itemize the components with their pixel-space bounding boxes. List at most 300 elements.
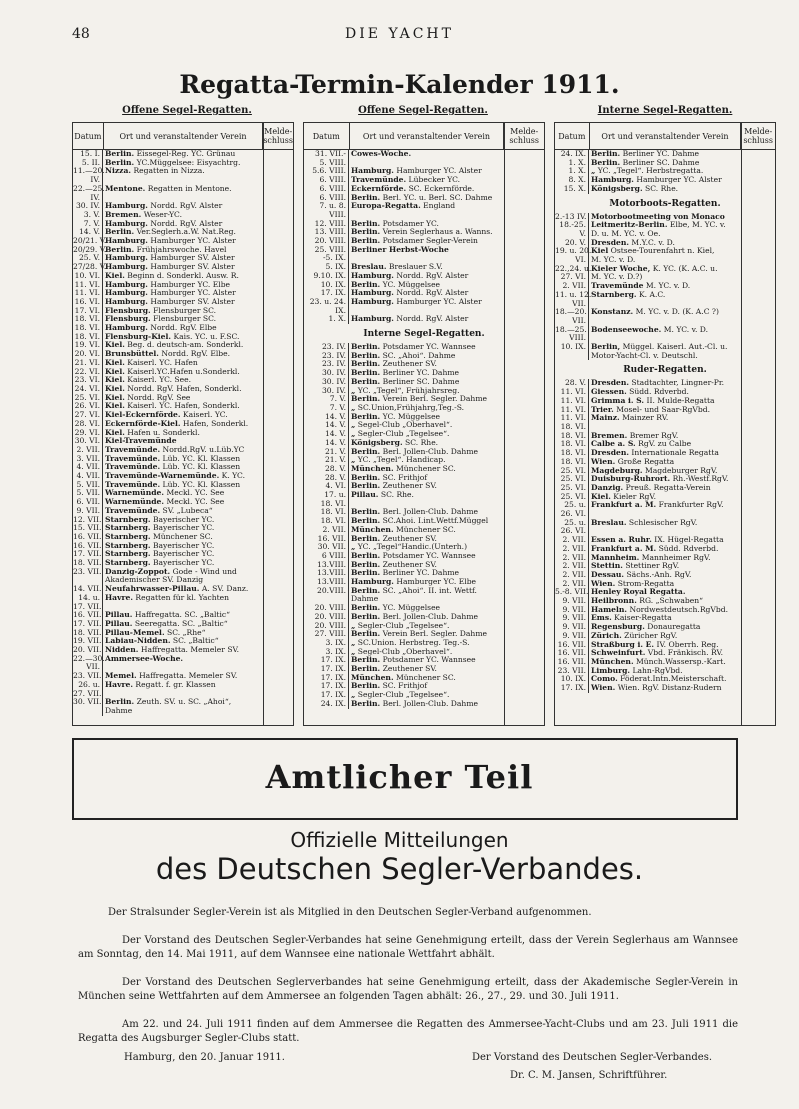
row-club: Südd. Rdverbd. bbox=[629, 388, 689, 397]
row-place: Flensburg. bbox=[105, 306, 151, 315]
table-row bbox=[73, 463, 293, 472]
row-event bbox=[349, 185, 544, 194]
row-place: Berlin. bbox=[351, 482, 381, 491]
row-place: Travemünde. bbox=[105, 480, 161, 489]
row-event bbox=[589, 308, 775, 317]
table-row bbox=[304, 517, 544, 526]
table-row bbox=[555, 334, 775, 343]
row-place: Memel. bbox=[105, 672, 137, 681]
row-club: Föderat.Intn.Meisterschaft. bbox=[620, 675, 727, 684]
row-date: 17. IX. bbox=[304, 682, 349, 691]
table-row bbox=[73, 324, 293, 333]
table-row bbox=[555, 221, 775, 230]
row-club: Hamburger YC. Elbe bbox=[150, 280, 231, 289]
rows-col3-c bbox=[555, 379, 775, 692]
row-club: Berl. Jollen-Club. Dahme bbox=[382, 699, 479, 708]
row-place: Limburg. bbox=[591, 666, 631, 675]
row-event bbox=[589, 343, 775, 352]
table-row bbox=[73, 690, 293, 699]
row-date: VII. bbox=[555, 317, 589, 326]
row-date: VI. bbox=[555, 256, 589, 265]
row-date: 24. IX. bbox=[304, 700, 349, 709]
table-row bbox=[555, 265, 775, 274]
row-event bbox=[103, 341, 293, 350]
table-row bbox=[73, 637, 293, 646]
row-place: „ bbox=[351, 430, 356, 439]
row-date: 5. VII. bbox=[73, 481, 103, 490]
row-place: „ bbox=[351, 638, 356, 647]
row-club: YC. „Tegel“. Handicap. bbox=[357, 456, 446, 465]
row-place: Berlin. bbox=[351, 699, 381, 708]
row-date: IV. bbox=[73, 194, 103, 203]
row-event bbox=[103, 420, 293, 429]
row-club: Potsdamer YC. Wannsee bbox=[382, 551, 476, 560]
row-event bbox=[103, 394, 293, 403]
row-place: Warnemünde. bbox=[105, 489, 165, 498]
row-date: 3. V. bbox=[73, 211, 103, 220]
table-row bbox=[304, 535, 544, 544]
row-place: Danzig. bbox=[591, 483, 624, 492]
row-place: Berlin. bbox=[105, 698, 135, 707]
row-place: Frankfurt a. M. bbox=[591, 501, 657, 510]
table-row bbox=[73, 498, 293, 507]
row-club: Nordd. RgV. Alster bbox=[150, 219, 223, 228]
row-club: Kaiserl. YC. See. bbox=[127, 376, 192, 385]
row-club: Nordd. RgV. Alster bbox=[396, 315, 469, 324]
row-date: 23. IV. bbox=[304, 360, 349, 369]
row-event bbox=[589, 658, 775, 667]
table-row bbox=[304, 630, 544, 639]
row-club: Münchener SC. bbox=[396, 673, 456, 682]
row-event bbox=[349, 307, 544, 316]
row-place: „ bbox=[351, 621, 356, 630]
row-date: 14. VII. bbox=[73, 585, 102, 594]
col3-subtitle: Interne Segel-Regatten. bbox=[597, 105, 733, 116]
row-event bbox=[589, 675, 775, 684]
table-row bbox=[304, 700, 544, 709]
row-event bbox=[103, 507, 293, 516]
row-place: Starnberg. bbox=[105, 515, 151, 524]
row-place: Flensburg-Kiel. bbox=[105, 332, 172, 341]
table-row bbox=[304, 150, 544, 159]
table-row bbox=[73, 281, 293, 290]
table-row bbox=[555, 352, 775, 361]
row-event bbox=[589, 649, 775, 658]
row-place: Europa-Regatta. bbox=[351, 202, 421, 211]
row-date: 17. IX. bbox=[304, 691, 349, 700]
row-club: Sächs.-Anh. RgV. bbox=[626, 570, 692, 579]
table-row bbox=[555, 588, 775, 597]
table-row bbox=[73, 254, 293, 263]
row-club: Verein Seglerhaus a. Wanns. bbox=[382, 228, 493, 237]
table-row bbox=[304, 298, 544, 307]
table-row bbox=[304, 578, 544, 587]
row-place: Hamburg. bbox=[351, 578, 394, 587]
table-row bbox=[73, 455, 293, 464]
row-date: VIII. bbox=[555, 334, 589, 343]
row-place: Kiel. bbox=[105, 358, 125, 367]
row-place: Berlin. bbox=[351, 473, 381, 482]
table-row bbox=[304, 395, 544, 404]
row-date: 17. VI. bbox=[73, 307, 103, 316]
row-place: Labiau-Nidden. bbox=[105, 637, 171, 646]
row-event bbox=[349, 272, 544, 281]
row-event bbox=[103, 707, 293, 716]
row-club: SC. Rhe. bbox=[645, 184, 679, 193]
row-date: 27. VI. bbox=[555, 273, 589, 282]
row-event bbox=[589, 159, 775, 168]
row-club: Dahme bbox=[351, 595, 379, 604]
row-club: Hafen, Sonderkl. bbox=[182, 419, 249, 428]
table-row bbox=[555, 308, 775, 317]
row-date: 25. u. bbox=[555, 501, 589, 510]
row-club: Segel-Club „Oberhavel“. bbox=[357, 421, 453, 430]
row-date: 2. VII. bbox=[73, 446, 103, 455]
row-event bbox=[103, 176, 293, 185]
table-row bbox=[555, 432, 775, 441]
row-event bbox=[589, 230, 775, 239]
row-place: Berlin. bbox=[351, 569, 381, 578]
table-row bbox=[555, 484, 775, 493]
row-date: 9. VII. bbox=[555, 623, 589, 632]
row-event bbox=[103, 333, 293, 342]
row-club: Bayerischer YC. bbox=[152, 541, 215, 550]
row-place: „ bbox=[351, 421, 356, 430]
row-place: Berlin. bbox=[351, 377, 381, 386]
row-place: Trier. bbox=[591, 405, 614, 414]
row-date: 16. VII. bbox=[304, 535, 349, 544]
row-place: „ bbox=[351, 647, 356, 656]
table-row bbox=[555, 343, 775, 352]
row-place: Berlin. bbox=[351, 656, 381, 665]
table-row bbox=[304, 474, 544, 483]
row-event bbox=[349, 552, 544, 561]
row-event bbox=[589, 167, 775, 176]
row-date: 11. VI. bbox=[73, 281, 103, 290]
table-row bbox=[555, 667, 775, 676]
row-club: Motor-Yacht-Cl. v. Deutschl. bbox=[591, 351, 698, 360]
row-event bbox=[103, 498, 293, 507]
table-row bbox=[304, 569, 544, 578]
row-club: YC. Müggelsee bbox=[382, 280, 441, 289]
row-date: 12. VIII. bbox=[304, 220, 349, 229]
row-place: Hamburg. bbox=[591, 176, 634, 185]
row-club: Lüb. YC. Kl. Klassen bbox=[162, 463, 241, 472]
row-club: M. YC. v. D. bbox=[645, 282, 691, 291]
table-row bbox=[555, 536, 775, 545]
row-club: Flensburger SC. bbox=[153, 306, 217, 315]
calendar-column-3 bbox=[554, 122, 776, 726]
board-signature: Der Vorstand des Deutschen Segler-Verbandes. bbox=[472, 1052, 713, 1063]
row-club: SV. „Lubeca“ bbox=[162, 506, 213, 515]
row-date: 2. VII. bbox=[555, 562, 589, 571]
row-event bbox=[103, 698, 293, 707]
row-place: Como. bbox=[591, 675, 618, 684]
table-row bbox=[304, 482, 544, 491]
table-row bbox=[555, 623, 775, 632]
row-event bbox=[103, 385, 293, 394]
table-row bbox=[73, 263, 293, 272]
row-date: 25. VI. bbox=[555, 467, 589, 476]
row-event bbox=[103, 246, 293, 255]
row-place: Berlin. bbox=[351, 682, 381, 691]
row-club: Dahme bbox=[105, 707, 133, 715]
row-event bbox=[103, 620, 293, 629]
row-club: SC. „Baltic“ bbox=[172, 637, 219, 646]
table-row bbox=[73, 533, 293, 542]
row-event bbox=[349, 369, 544, 378]
signer-name: Dr. C. M. Jansen, Schriftführer. bbox=[510, 1070, 668, 1081]
row-place: Travemünde. bbox=[105, 445, 161, 454]
row-date: VII. bbox=[73, 663, 103, 672]
table-row bbox=[555, 554, 775, 563]
row-date: 14. V. bbox=[73, 228, 103, 237]
row-event bbox=[349, 211, 544, 220]
row-club: Rh.-Westf.RgV. bbox=[672, 475, 729, 484]
row-place: Hamburg. bbox=[105, 324, 148, 333]
row-event bbox=[349, 220, 544, 229]
table-row bbox=[304, 674, 544, 683]
row-club: Kaiserl. YC. Hafen bbox=[127, 358, 198, 367]
row-club: Nordd. RgV. Alster bbox=[396, 289, 469, 298]
row-event bbox=[103, 516, 293, 525]
table-row bbox=[555, 176, 775, 185]
row-club: Meckl. YC. See bbox=[166, 489, 225, 498]
row-event bbox=[103, 533, 293, 542]
row-date: 17. IX. bbox=[555, 684, 589, 693]
row-club: Regatten in Mentone. bbox=[147, 184, 232, 193]
row-club: Regatt. f. gr. Klassen bbox=[135, 680, 216, 689]
row-event bbox=[589, 467, 775, 476]
row-event bbox=[589, 213, 775, 222]
row-date: 5.-8. VII. bbox=[555, 588, 589, 597]
row-date: 10. IX. bbox=[555, 675, 589, 684]
row-date: 30. IV. bbox=[73, 202, 103, 211]
row-event bbox=[589, 273, 775, 282]
row-club: Potsdamer YC. bbox=[382, 219, 439, 228]
table-row bbox=[555, 571, 775, 580]
table-row bbox=[73, 524, 293, 533]
row-place: Kiel-Travemünde bbox=[105, 437, 177, 446]
header-club: Ort und veranstaltender Verein bbox=[104, 123, 264, 149]
row-date: 20/21. V. bbox=[73, 237, 107, 246]
row-club: Lahn-RgVbd. bbox=[632, 666, 683, 675]
row-event bbox=[349, 395, 544, 404]
table-row bbox=[73, 585, 293, 594]
row-event bbox=[589, 641, 775, 650]
row-club: Potsdamer YC. Wannsee bbox=[382, 656, 476, 665]
row-date: 23. VII. bbox=[555, 667, 589, 676]
row-date: 9. VII. bbox=[555, 632, 589, 641]
row-date: 17. IX. bbox=[304, 289, 349, 298]
table-row bbox=[73, 429, 293, 438]
table-row bbox=[304, 500, 544, 509]
row-date: 11.—20. bbox=[73, 167, 105, 176]
row-date: 15. VII. bbox=[73, 524, 102, 533]
row-place: Magdeburg. bbox=[591, 466, 643, 475]
row-place: Starnberg. bbox=[105, 559, 151, 568]
table-row bbox=[555, 675, 775, 684]
table-row bbox=[555, 239, 775, 248]
row-event bbox=[589, 352, 775, 361]
row-club: Lübecker YC. bbox=[408, 176, 461, 185]
row-event bbox=[103, 637, 293, 646]
row-event bbox=[589, 501, 775, 510]
row-club: Kaiserl. YC. Hafen, Sonderkl. bbox=[127, 402, 240, 411]
row-event bbox=[589, 379, 775, 388]
page-title: Regatta-Termin-Kalender 1911. bbox=[179, 70, 620, 99]
row-place: Berlin. bbox=[105, 150, 135, 158]
row-date: 10. IX. bbox=[304, 281, 349, 290]
row-club: Segler-Club „Tegelsee“. bbox=[357, 430, 450, 439]
table-row bbox=[555, 406, 775, 415]
row-club: Ver.Seglerh.a.W. Nat.Reg. bbox=[136, 228, 236, 237]
row-place: Bremen. bbox=[105, 210, 142, 219]
row-event bbox=[349, 691, 544, 700]
row-event bbox=[103, 646, 293, 655]
row-date: 14. V. bbox=[304, 421, 349, 430]
row-date: 21. V. bbox=[304, 448, 349, 457]
row-place: Hamburg. bbox=[351, 297, 394, 306]
row-club: Nordwestdeutsch.RgVbd. bbox=[629, 605, 729, 614]
table-row bbox=[555, 414, 775, 423]
table-row bbox=[555, 247, 775, 256]
row-place: Hamburg. bbox=[105, 202, 148, 211]
table-row bbox=[304, 387, 544, 396]
row-place: Schweinfurt. bbox=[591, 649, 646, 658]
row-place: „ bbox=[351, 456, 356, 465]
row-place: Berlin. bbox=[351, 228, 381, 237]
row-event bbox=[103, 429, 293, 438]
row-date: 14. V. bbox=[304, 430, 349, 439]
row-club: Mosel- und Saar-RgVbd. bbox=[616, 405, 711, 414]
table-row bbox=[73, 576, 293, 585]
row-date: 7. V. bbox=[304, 395, 349, 404]
row-date: 26. VI. bbox=[555, 527, 589, 536]
row-event bbox=[103, 350, 293, 359]
header-date: Datum bbox=[555, 123, 590, 149]
table-row bbox=[73, 611, 293, 620]
row-place: Ems. bbox=[591, 614, 612, 623]
row-place: Breslau. bbox=[351, 263, 387, 272]
row-club: SC. Frithjof bbox=[382, 473, 428, 482]
row-date: 28. VI. bbox=[73, 420, 103, 429]
row-place: Hamburg. bbox=[351, 315, 394, 324]
row-event bbox=[103, 167, 293, 176]
row-place: Berlin. bbox=[351, 534, 381, 543]
row-club: II. Mulde-Regatta bbox=[646, 396, 715, 405]
row-event bbox=[349, 630, 544, 639]
row-date: 15. I. bbox=[73, 150, 103, 159]
row-club: Breslauer S.V. bbox=[388, 263, 443, 272]
row-place: Straßburg i. E. bbox=[591, 640, 655, 649]
row-place: Starnberg. bbox=[105, 532, 151, 541]
table-row bbox=[304, 682, 544, 691]
row-club: Berliner YC. Dahme bbox=[382, 569, 460, 578]
row-date: 25. VIII. bbox=[304, 246, 349, 255]
row-club: SC. Rhe. bbox=[405, 438, 439, 447]
row-date: 16. VII. bbox=[73, 532, 102, 541]
row-club: Berl. Jollen-Club. Dahme bbox=[382, 508, 479, 517]
table-row bbox=[73, 707, 293, 716]
row-date: 20. VIII. bbox=[304, 613, 349, 622]
row-event bbox=[589, 562, 775, 571]
row-date: 30. VII. bbox=[304, 543, 349, 552]
row-place: Berlin. bbox=[351, 586, 381, 595]
table-row bbox=[73, 646, 293, 655]
table-row bbox=[555, 423, 775, 432]
row-place: Pillau. bbox=[351, 491, 379, 500]
table-row bbox=[555, 475, 775, 484]
row-place: Berlin. bbox=[351, 665, 381, 674]
row-event bbox=[103, 559, 293, 568]
row-club: Stettiner RgV. bbox=[625, 562, 680, 571]
row-club: Strom-Regatta bbox=[617, 579, 675, 588]
row-club: Hafen u. Sonderkl. bbox=[127, 428, 200, 437]
row-date: 18. VI. bbox=[73, 333, 103, 342]
row-place: Leitmeritz-Berlin. bbox=[591, 221, 668, 230]
row-club: Internationale Regatta bbox=[631, 449, 719, 458]
row-place: Pillau. bbox=[105, 611, 133, 620]
row-date bbox=[73, 576, 103, 585]
row-event bbox=[589, 291, 775, 300]
row-club: Große Regatta bbox=[617, 457, 675, 466]
row-club: Haffregatta. SC. „Baltic“ bbox=[134, 611, 231, 620]
row-place: Kiel. bbox=[105, 428, 125, 437]
row-event bbox=[349, 448, 544, 457]
row-event bbox=[349, 378, 544, 387]
row-event bbox=[103, 437, 293, 446]
row-event bbox=[349, 263, 544, 272]
row-date: 27. VII. bbox=[73, 689, 102, 698]
row-date: 17. IX. bbox=[304, 665, 349, 674]
table-row bbox=[73, 663, 293, 672]
row-place: Berlin, bbox=[591, 343, 621, 352]
row-date: 23. VII. bbox=[73, 672, 102, 681]
row-event bbox=[589, 667, 775, 676]
row-place: Mentone. bbox=[105, 184, 146, 193]
row-date: 6. VIII. bbox=[304, 185, 349, 194]
row-date: 18. VI. bbox=[304, 500, 349, 509]
row-event bbox=[349, 674, 544, 683]
row-club: Haffregatta. Memeler SV. bbox=[139, 672, 238, 681]
table-row bbox=[555, 150, 775, 159]
row-event bbox=[589, 510, 775, 519]
table-row bbox=[304, 159, 544, 168]
row-club: Lüb. YC. Kl. Klassen bbox=[162, 480, 241, 489]
row-club: M. YC. v. D. (K. A.C ?) bbox=[635, 308, 719, 317]
row-club: Kais. YC. u. F.SC. bbox=[173, 332, 240, 341]
row-place: Ammersee-Woche. bbox=[105, 654, 184, 663]
header-melde: Melde-schluss bbox=[263, 127, 293, 145]
row-date: 16. VII. bbox=[555, 649, 589, 658]
table-row bbox=[555, 282, 775, 291]
rows-col3-b bbox=[555, 213, 775, 361]
row-club: Bremer RgV. bbox=[629, 431, 679, 440]
table-row bbox=[304, 552, 544, 561]
row-event bbox=[589, 475, 775, 484]
row-date: 18.—25. bbox=[555, 326, 589, 335]
row-club: Preuß. Regatta-Verein bbox=[625, 483, 711, 492]
row-club: Münch.Wassersp.-Kart. bbox=[636, 657, 726, 666]
rows-col2-bottom bbox=[304, 343, 544, 709]
row-place: Travemünde-Warnemünde. bbox=[105, 472, 220, 481]
table-row bbox=[304, 289, 544, 298]
row-date: 9. VII. bbox=[555, 597, 589, 606]
header-melde: Melde-schluss bbox=[509, 127, 539, 145]
table-row bbox=[73, 202, 293, 211]
row-event bbox=[349, 665, 544, 674]
